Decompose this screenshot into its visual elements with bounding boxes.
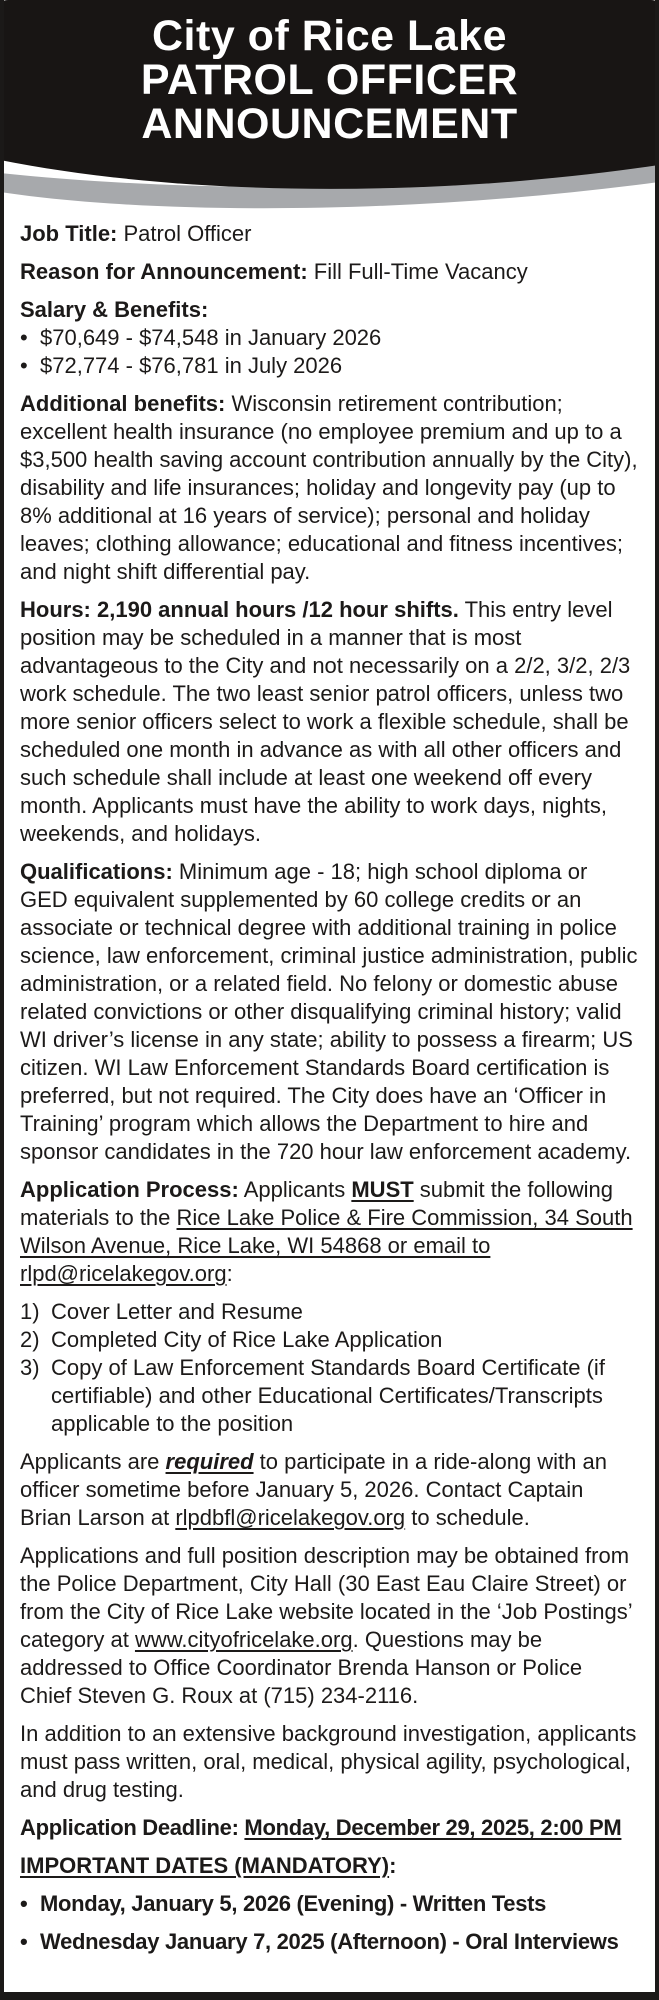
list-number: 1) — [20, 1299, 40, 1324]
ride-along-text-2: to participate in a ride-along with an officer sometime before January 5, 2026. Contact Captain Brian Larson at — [20, 1449, 607, 1530]
qualifications-text: Minimum age - 18; high school diploma or GED equivalent supplemented by 60 college credits or an associate or technical degree with additional training in police science, law enforcement, criminal justice administration, public administration, or a related field. No felony or domestic abuse related convictions or other disqualifying criminal history; valid WI driver’s license in any state; ability to possess a firearm; US citizen. WI Law Enforcement Standards Board certification is preferred, but not required. The City does have an ‘Officer in Training’ program which allows the Department to hire and sponsor candidates in the 720 hour law enforcement academy. — [20, 859, 638, 1164]
captain-email-underlined: rlpdbfl@ricelakegov.org — [175, 1505, 406, 1530]
hours-paragraph — [20, 596, 639, 848]
reason-line — [20, 258, 639, 286]
header-title-line-1: City of Rice Lake — [152, 12, 507, 60]
application-deadline-value: Monday, December 29, 2025, 2:00 PM — [244, 1815, 622, 1840]
hours-label: Hours: 2,190 annual hours /12 hour shifts. — [20, 597, 459, 622]
important-dates-colon: : — [389, 1853, 397, 1878]
salary-bullet-1-text: $70,649 - $74,548 in January 2026 — [40, 325, 382, 350]
salary-bullet-item-2 — [20, 352, 639, 380]
bullet-dot-icon: • — [20, 325, 28, 350]
ride-along-paragraph — [20, 1448, 639, 1532]
obtain-info-paragraph — [20, 1542, 639, 1710]
salary-section — [20, 296, 639, 380]
materials-item-3-text: Copy of Law Enforcement Standards Board Certificate (if certifiable) and other Educational Certificates/Transcripts applicable to the position — [51, 1355, 605, 1436]
job-title-label: Job Title: — [20, 221, 118, 246]
ride-along-text-1: Applicants are — [20, 1449, 166, 1474]
materials-item-2 — [20, 1326, 639, 1354]
city-website-underlined: www.cityofricelake.org — [134, 1627, 353, 1652]
additional-benefits-label: Additional benefits: — [20, 391, 226, 416]
header-title — [0, 14, 659, 146]
obtain-text-1: Applications and full position description may be obtained from the Police Department, City Hall (30 East Eau Claire Street) or from the City of Rice Lake website located in the ‘Job Postings’ category at — [20, 1543, 632, 1652]
bullet-dot-icon: • — [20, 1891, 28, 1916]
date-item-2-text: Wednesday January 7, 2025 (Afternoon) - Oral Interviews — [40, 1929, 619, 1954]
bullet-dot-icon: • — [20, 1929, 28, 1954]
additional-benefits-paragraph — [20, 390, 639, 586]
application-process-text-2: submit the following materials to the — [20, 1177, 614, 1230]
materials-item-1-text: Cover Letter and Resume — [51, 1299, 303, 1324]
background-check-paragraph: In addition to an extensive background investigation, applicants must pass written, oral, medical, physical agility, psychological, and drug testing. — [20, 1721, 637, 1802]
qualifications-paragraph — [20, 858, 639, 1166]
job-title-value: Patrol Officer — [117, 221, 252, 246]
application-deadline-label: Application Deadline: — [20, 1815, 245, 1840]
application-process-text-1: Applicants — [238, 1177, 352, 1202]
materials-list — [20, 1298, 639, 1438]
application-process-colon: : — [226, 1261, 233, 1286]
reason-value: Fill Full-Time Vacancy — [307, 259, 528, 284]
header-title-line-3: ANNOUNCEMENT — [141, 100, 518, 148]
qualifications-label: Qualifications: — [20, 859, 173, 884]
additional-benefits-text: Wisconsin retirement contribution; excellent health insurance (no employee premium and up to a $3,500 health saving account contribution annually by the City), disability and life insurances; holiday and longevity pay (up to 8% additional at 16 years of service); personal and holiday leaves; clothing allowance; educational and fitness incentives; and night shift differential pay. — [20, 391, 638, 584]
important-dates-heading — [20, 1852, 639, 1880]
materials-item-3 — [20, 1354, 639, 1438]
job-title-line — [20, 220, 639, 248]
header-banner — [0, 0, 659, 210]
important-dates-heading-text: IMPORTANT DATES (MANDATORY) — [20, 1853, 390, 1878]
list-number: 2) — [20, 1327, 40, 1352]
must-emphasis: MUST — [351, 1177, 414, 1202]
date-item-2 — [20, 1928, 639, 1956]
materials-item-1 — [20, 1298, 639, 1326]
materials-item-2-text: Completed City of Rice Lake Application — [51, 1327, 443, 1352]
header-title-line-2: PATROL OFFICER — [140, 56, 519, 104]
salary-bullet-2-text: $72,774 - $76,781 in July 2026 — [40, 353, 343, 378]
application-process-paragraph — [20, 1176, 639, 1288]
required-emphasis: required — [165, 1449, 254, 1474]
commission-address-underlined: Rice Lake Police & Fire Commission, 34 South Wilson Avenue, Rice Lake, WI 54868 or email to rlpd@ricelakegov.org — [20, 1205, 633, 1286]
reason-label: Reason for Announcement: — [20, 259, 308, 284]
date-item-1-text: Monday, January 5, 2026 (Evening) - Written Tests — [40, 1891, 547, 1916]
obtain-text-2: . Questions may be addressed to Office Coordinator Brenda Hanson or Police Chief Steven G. Roux at (715) 234-2116. — [20, 1627, 583, 1708]
hours-text: This entry level position may be scheduled in a manner that is most advantageous to the City and not necessarily on a 2/2, 3/2, 2/3 work schedule. The two least senior patrol officers, unless two more senior officers select to work a flexible schedule, shall be scheduled one month in advance as with all other officers and such schedule shall include at least one weekend off every month. Applicants must have the ability to work days, nights, weekends, and holidays. — [20, 597, 631, 846]
application-deadline-line — [20, 1814, 639, 1842]
ride-along-text-3: to schedule. — [405, 1505, 530, 1530]
date-item-1 — [20, 1890, 639, 1918]
announcement-body — [0, 210, 659, 1956]
bullet-dot-icon: • — [20, 353, 28, 378]
salary-heading: Salary & Benefits: — [20, 297, 209, 322]
salary-bullet-item-1 — [20, 324, 639, 352]
list-number: 3) — [20, 1355, 40, 1380]
application-process-label: Application Process: — [20, 1177, 239, 1202]
